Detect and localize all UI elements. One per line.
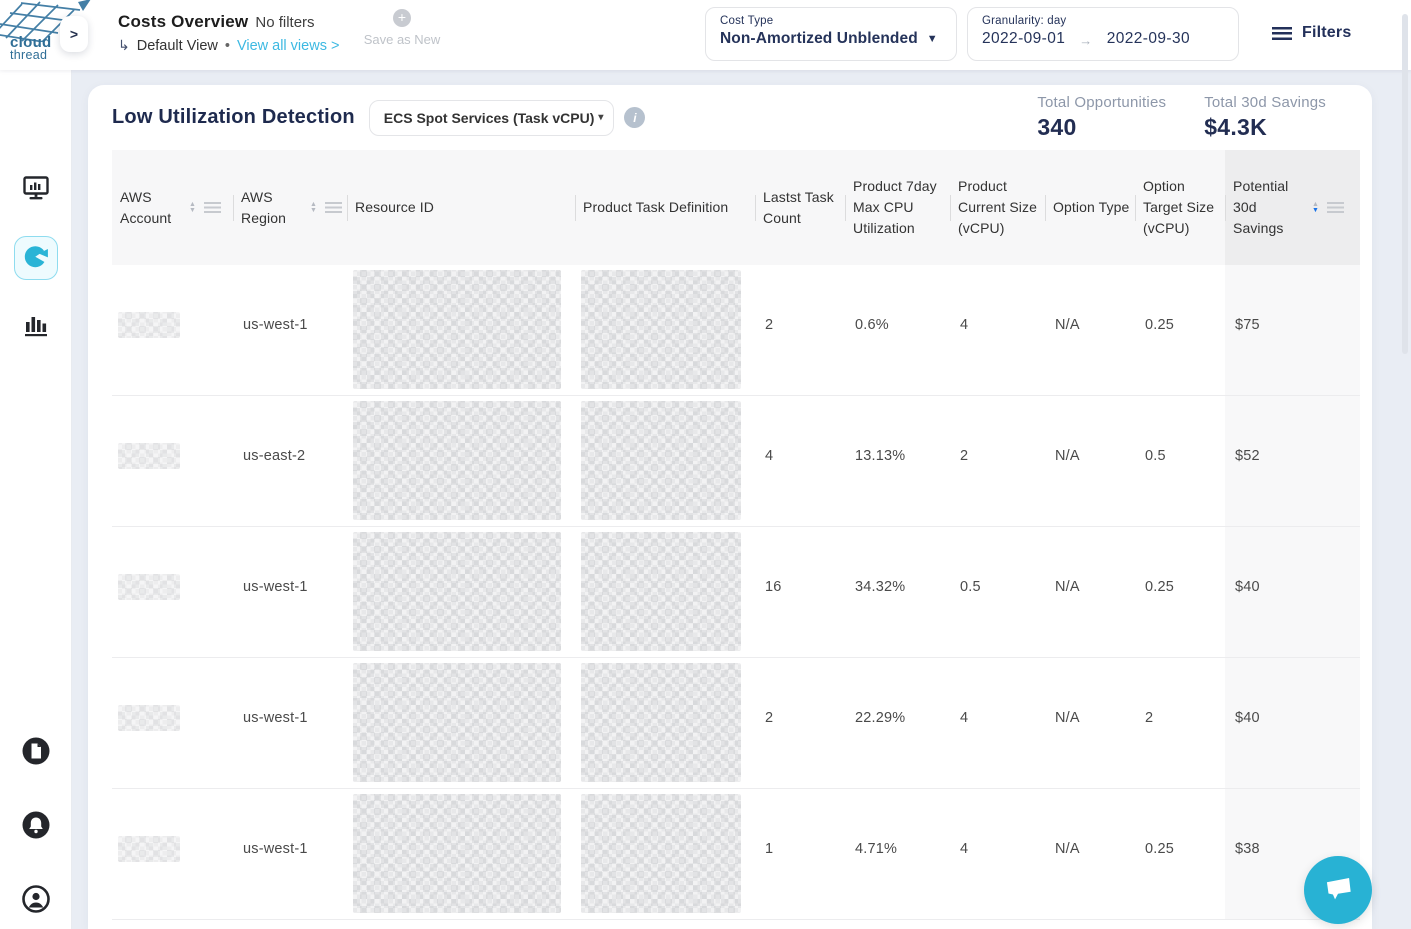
filters-button-label: Filters: [1302, 24, 1352, 41]
redacted-task-definition-blur: [581, 532, 741, 651]
low-utilization-card: [88, 85, 1372, 929]
total-savings-label: Total 30d Savings: [1204, 94, 1326, 111]
redacted-account-blur: [118, 312, 180, 338]
logo-word-thread: thread: [10, 48, 48, 62]
cost-type-label: Cost Type: [720, 15, 774, 27]
cell-max-cpu-utilization: 22.29%: [855, 710, 906, 726]
redacted-resource-blur: [353, 270, 561, 389]
cell-savings: $38: [1225, 789, 1360, 919]
monitor-chart-icon: [21, 173, 51, 208]
cell-aws-account: [112, 789, 233, 919]
cell-aws-account: [112, 396, 233, 526]
column-label: Resource ID: [355, 199, 434, 215]
cell-last-task-count: 16: [765, 579, 782, 595]
cell-last-task-count: 2: [765, 317, 774, 333]
redacted-account-blur: [118, 574, 180, 600]
cell-option-type: N/A: [1055, 841, 1080, 857]
cloudthread-logo: [0, 0, 108, 70]
date-range-arrow-icon: →: [1079, 32, 1093, 48]
redacted-task-definition-blur: [581, 663, 741, 782]
cell-current-size: 0.5: [960, 579, 981, 595]
plus-circle-icon: +: [393, 9, 411, 27]
column-header-lastst-task-count: [755, 187, 845, 229]
cell-resource-id: [347, 789, 575, 919]
cell-current-size: 4: [960, 841, 969, 857]
chevron-right-icon: >: [69, 26, 79, 42]
cell-option-type: N/A: [1055, 448, 1080, 464]
separator-dot: •: [224, 37, 230, 54]
cell-aws-account: [112, 265, 233, 395]
page-title-block: [118, 12, 339, 54]
date-end[interactable]: 2022-09-30: [1106, 30, 1190, 47]
sidebar-item-notifications[interactable]: [14, 805, 58, 849]
cell-current-size: 2: [960, 448, 969, 464]
panel-header: [88, 85, 1372, 150]
table-row: [112, 265, 1360, 396]
caret-down-icon: ▼: [926, 33, 938, 45]
panel-title: Low Utilization Detection: [112, 106, 355, 128]
column-filter-icon[interactable]: [325, 202, 342, 213]
person-circle-icon: [21, 884, 51, 919]
cell-current-size: 4: [960, 710, 969, 726]
column-label: Product Current Size (vCPU): [958, 178, 1038, 236]
cell-aws-account: [112, 658, 233, 788]
column-header-product-7day-max-cpu-utilization: [845, 176, 950, 239]
table-body: [112, 265, 1360, 920]
column-header-resource-id: [347, 197, 575, 218]
cell-resource-id: [347, 527, 575, 657]
cell-task-definition: [575, 265, 755, 395]
cell-aws-region: us-west-1: [243, 579, 308, 595]
column-label: Product Task Definition: [583, 199, 729, 215]
service-type-dropdown[interactable]: [369, 100, 615, 136]
sidebar-item-account[interactable]: [14, 879, 58, 923]
table-row: [112, 396, 1360, 527]
totals-block: [1037, 94, 1326, 141]
logo-word-cloud: cloud: [10, 34, 52, 51]
opportunities-table: [112, 150, 1360, 920]
info-icon[interactable]: i: [624, 107, 645, 128]
cell-last-task-count: 1: [765, 841, 774, 857]
pie-chart-icon: [22, 242, 50, 275]
table-row: [112, 658, 1360, 789]
cell-task-definition: [575, 789, 755, 919]
total-opportunities-value: 340: [1037, 114, 1077, 140]
cell-max-cpu-utilization: 4.71%: [855, 841, 898, 857]
cell-target-size: 0.5: [1145, 448, 1166, 464]
table-row: [112, 527, 1360, 658]
sidebar: [0, 0, 72, 929]
column-label: Product 7day Max CPU Utilization: [853, 178, 937, 236]
total-savings-value: $4.3K: [1204, 114, 1268, 140]
column-header-option-type: [1045, 197, 1135, 218]
cell-max-cpu-utilization: 34.32%: [855, 579, 906, 595]
cell-resource-id: [347, 658, 575, 788]
sidebar-item-docs[interactable]: [14, 731, 58, 775]
cell-task-definition: [575, 658, 755, 788]
column-label: AWS Region: [241, 188, 286, 226]
cost-type-dropdown[interactable]: [705, 7, 957, 61]
column-header-product-task-definition: [575, 197, 755, 218]
column-label: Lastst Task Count: [763, 188, 834, 226]
cell-resource-id: [347, 396, 575, 526]
cell-last-task-count: 2: [765, 710, 774, 726]
table-row: [112, 789, 1360, 920]
granularity-label: Granularity: day: [982, 15, 1067, 27]
cell-aws-account: [112, 527, 233, 657]
column-filter-icon[interactable]: [204, 202, 221, 213]
filters-note: No filters: [255, 14, 315, 31]
column-header-product-current-size-vcpu: [950, 176, 1045, 239]
cell-last-task-count: 4: [765, 448, 774, 464]
page-title: Costs Overview: [118, 12, 249, 31]
save-as-new-button[interactable]: [352, 9, 452, 47]
table-header-row: [112, 150, 1360, 265]
cell-target-size: 2: [1145, 710, 1154, 726]
cell-option-type: N/A: [1055, 317, 1080, 333]
redacted-task-definition-blur: [581, 794, 741, 913]
caret-down-icon: ▾: [598, 112, 604, 123]
cell-max-cpu-utilization: 13.13%: [855, 448, 906, 464]
cell-aws-region: us-west-1: [243, 710, 308, 726]
column-filter-icon[interactable]: [1327, 202, 1344, 213]
cell-target-size: 0.25: [1145, 579, 1175, 595]
current-view-label: Default View: [136, 37, 218, 54]
cell-option-type: N/A: [1055, 710, 1080, 726]
cell-option-type: N/A: [1055, 579, 1080, 595]
redacted-resource-blur: [353, 401, 561, 520]
filter-lines-icon: [1272, 27, 1292, 40]
column-label: Potential 30d Savings: [1233, 178, 1289, 236]
cell-aws-region: us-west-1: [243, 317, 308, 333]
redacted-account-blur: [118, 836, 180, 862]
sidebar-item-reports[interactable]: [14, 304, 58, 348]
sort-arrows-icon[interactable]: ▲ ▼: [310, 200, 318, 214]
chat-bubble-icon: [1319, 869, 1357, 912]
cell-savings: $40: [1225, 527, 1360, 657]
cost-type-value: Non-Amortized Unblended: [720, 30, 918, 47]
redacted-task-definition-blur: [581, 401, 741, 520]
cell-savings: $52: [1225, 396, 1360, 526]
column-label: Option Target Size (vCPU): [1143, 178, 1215, 236]
redacted-resource-blur: [353, 532, 561, 651]
page-scrollbar[interactable]: [1402, 14, 1408, 354]
bell-icon: [21, 810, 51, 845]
total-opportunities: [1037, 94, 1166, 141]
redacted-resource-blur: [353, 663, 561, 782]
sort-arrows-icon[interactable]: ▲ ▼: [189, 200, 197, 214]
save-as-new-label: Save as New: [363, 32, 441, 47]
cell-aws-region: us-east-2: [243, 448, 306, 464]
total-opportunities-label: Total Opportunities: [1037, 94, 1167, 111]
cell-task-definition: [575, 527, 755, 657]
redacted-account-blur: [118, 443, 180, 469]
topbar: [0, 0, 1411, 70]
column-label: Option Type: [1053, 199, 1130, 215]
cell-max-cpu-utilization: 0.6%: [855, 317, 889, 333]
sort-arrows-icon[interactable]: ▲ ▼: [1312, 200, 1320, 214]
cell-aws-region: us-west-1: [243, 841, 308, 857]
service-type-value: ECS Spot Services (Task vCPU): [383, 109, 595, 126]
redacted-task-definition-blur: [581, 270, 741, 389]
sidebar-expand-button[interactable]: [60, 16, 88, 52]
branch-arrow-icon: ↳: [118, 37, 130, 53]
bar-chart-icon: [22, 310, 50, 343]
column-header-aws-region: [233, 187, 347, 229]
cell-savings: $75: [1225, 265, 1360, 395]
cell-current-size: 4: [960, 317, 969, 333]
chat-widget-button[interactable]: [1304, 856, 1372, 924]
column-header-potential-30d-savings: [1225, 150, 1360, 265]
column-header-option-target-size-vcpu: [1135, 176, 1225, 239]
redacted-resource-blur: [353, 794, 561, 913]
filters-button[interactable]: [1272, 24, 1351, 42]
sidebar-item-dashboard[interactable]: [14, 168, 58, 212]
cell-target-size: 0.25: [1145, 841, 1175, 857]
cell-task-definition: [575, 396, 755, 526]
column-label: AWS Account: [120, 188, 172, 226]
view-all-views-link[interactable]: View all views >: [236, 37, 340, 54]
sidebar-item-opportunities[interactable]: [14, 236, 58, 280]
cell-savings: $40: [1225, 658, 1360, 788]
date-range-picker[interactable]: [967, 7, 1239, 61]
column-header-aws-account: [112, 187, 233, 229]
total-savings: [1204, 94, 1326, 141]
cell-target-size: 0.25: [1145, 317, 1175, 333]
cell-resource-id: [347, 265, 575, 395]
date-start[interactable]: 2022-09-01: [982, 30, 1066, 47]
redacted-account-blur: [118, 705, 180, 731]
document-circle-icon: [21, 736, 51, 771]
